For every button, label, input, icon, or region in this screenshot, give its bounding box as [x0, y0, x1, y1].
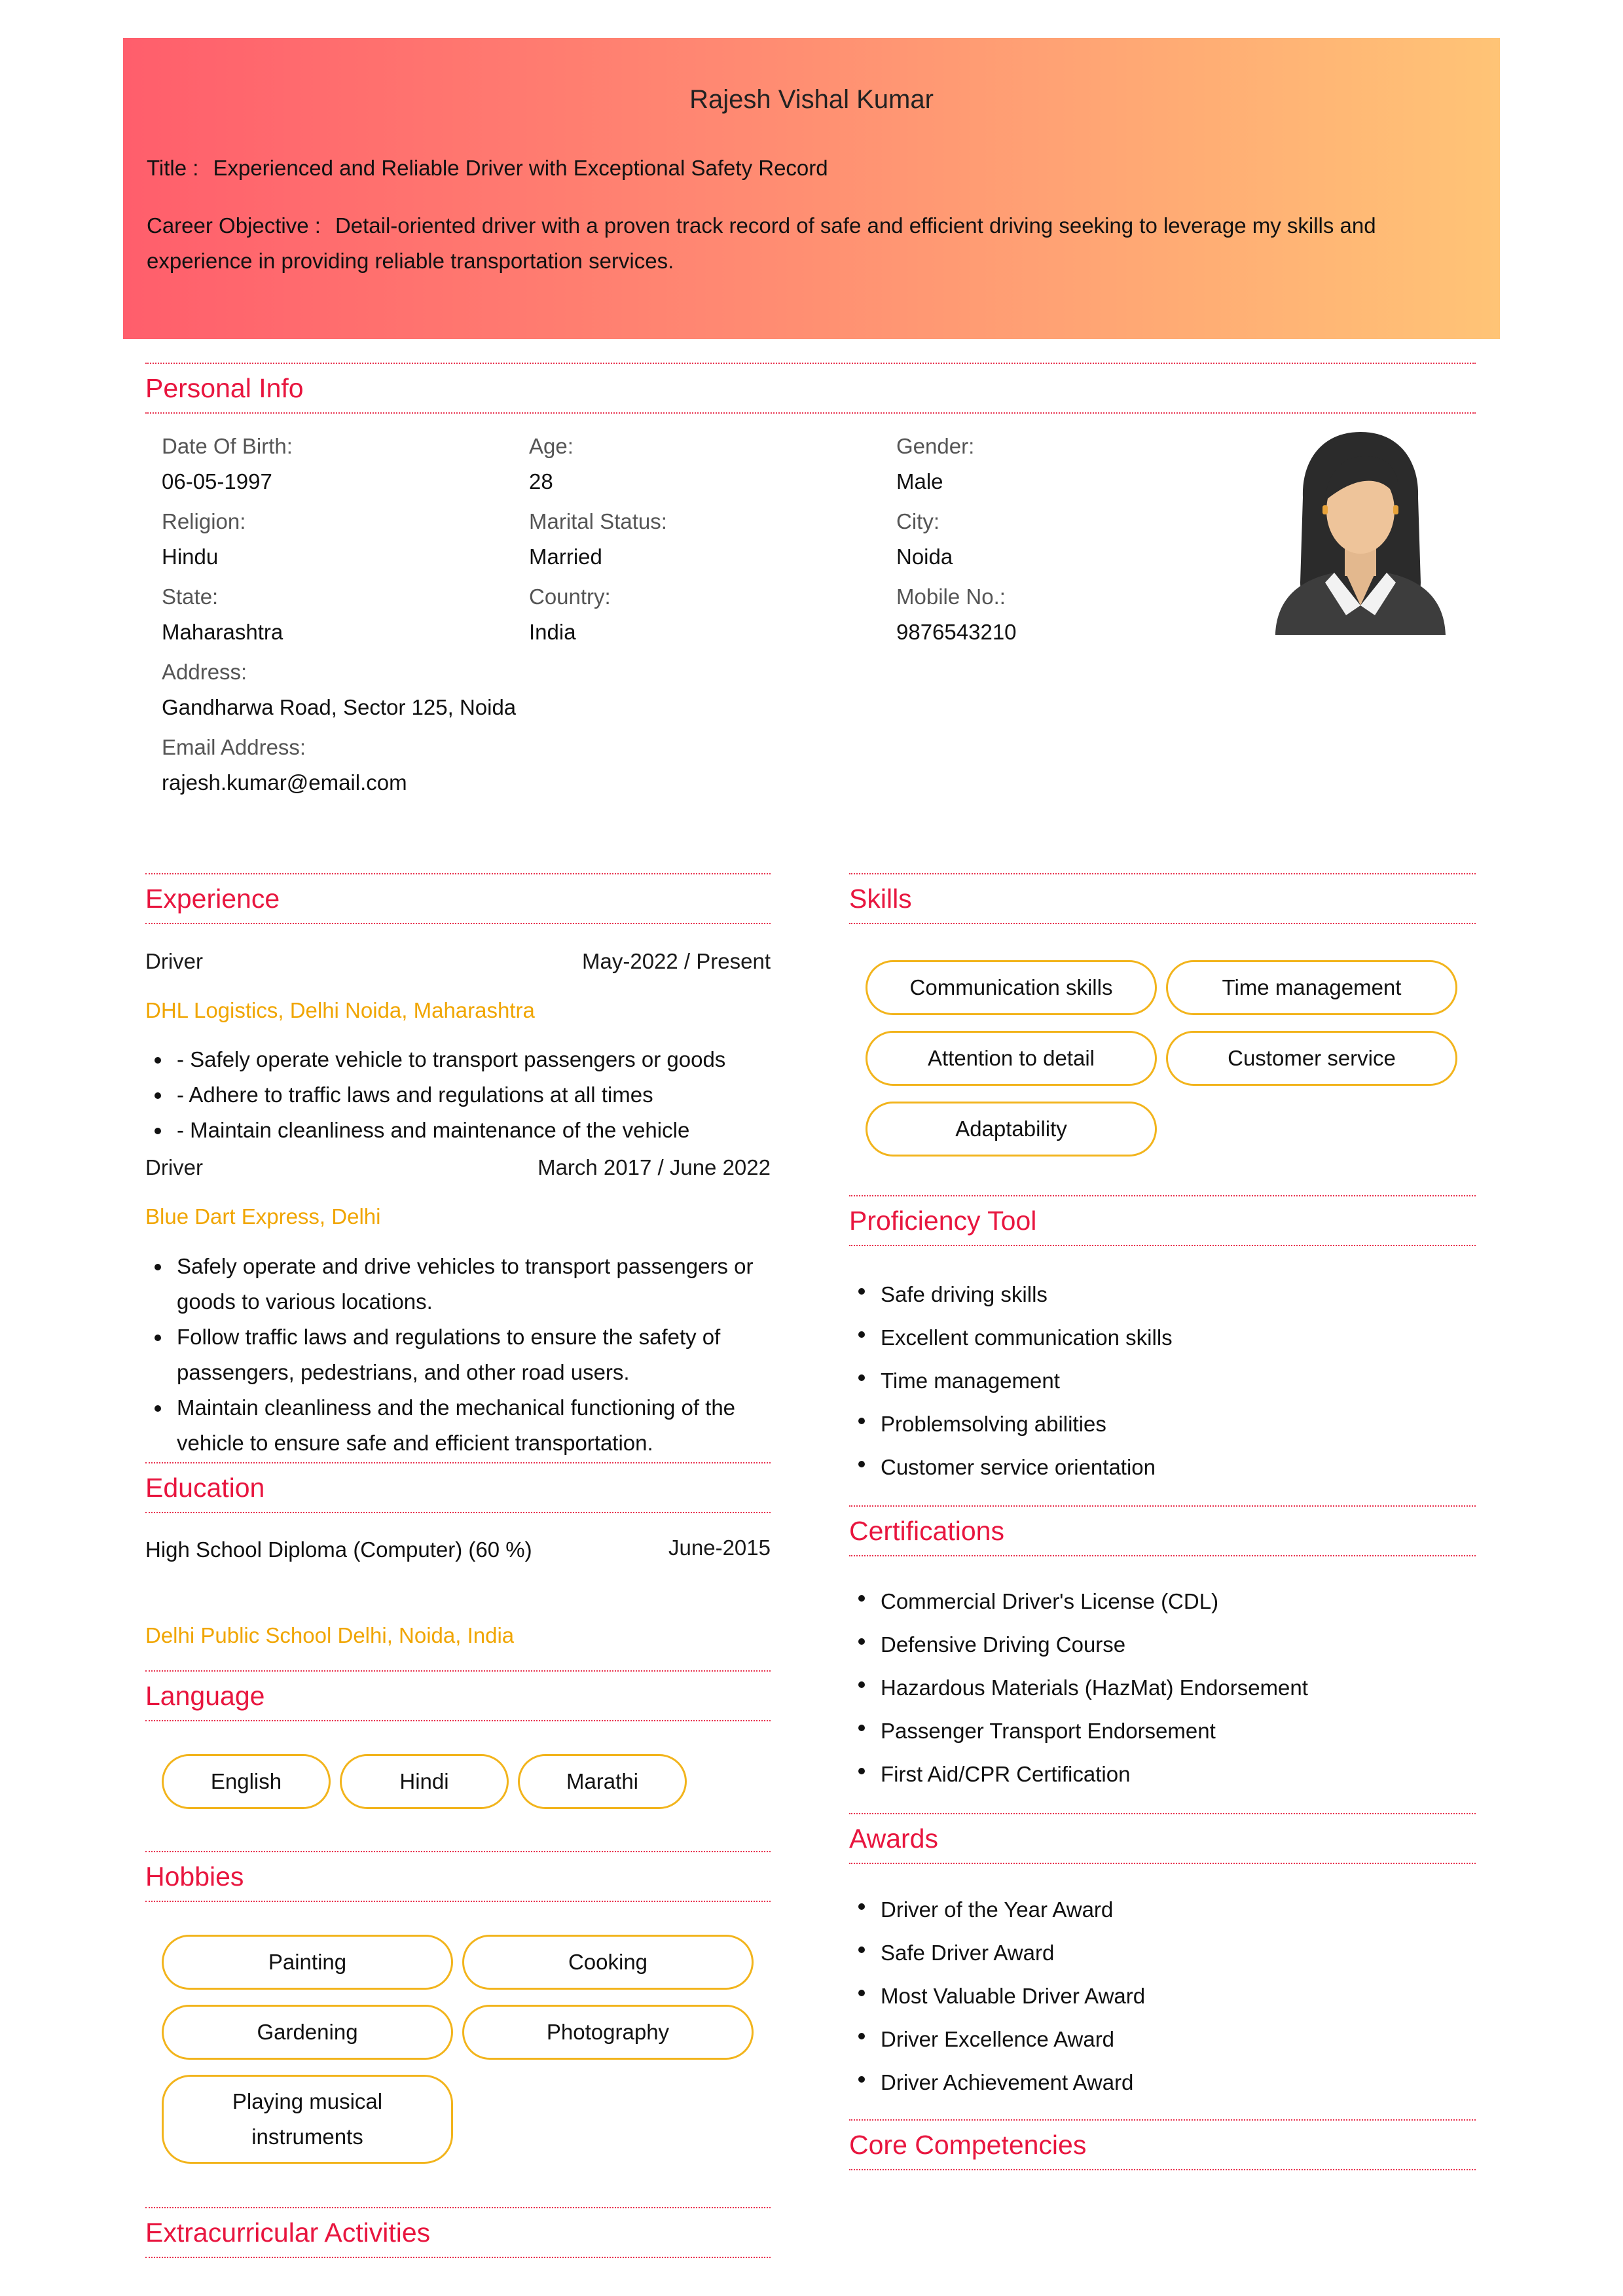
hobby-tag: Gardening: [162, 2005, 453, 2060]
list-item: Driver Achievement Award: [849, 2061, 1476, 2104]
resume-header: [123, 38, 1500, 339]
marital-value: Married: [529, 545, 602, 569]
section-proficiency: [849, 1195, 1476, 1246]
section-experience: [145, 873, 771, 924]
list-item: - Adhere to traffic laws and regulations at all times: [145, 1077, 774, 1113]
language-tag: English: [162, 1754, 331, 1809]
section-hobbies: [145, 1851, 771, 1902]
age-field: [529, 434, 574, 494]
age-value: 28: [529, 469, 553, 493]
section-title: Proficiency Tool: [849, 1206, 1037, 1236]
section-title: Core Competencies: [849, 2130, 1087, 2160]
list-item: First Aid/CPR Certification: [849, 1753, 1476, 1796]
section-education: [145, 1462, 771, 1513]
dob-value: 06-05-1997: [162, 469, 272, 493]
country-label: Country:: [529, 584, 611, 609]
list-item: Hazardous Materials (HazMat) Endorsement: [849, 1666, 1476, 1710]
state-field: [162, 584, 283, 645]
state-label: State:: [162, 584, 219, 609]
list-item: Safely operate and drive vehicles to transport passengers or goods to various locations.: [145, 1249, 774, 1319]
objective-value: Detail-oriented driver with a proven track record of safe and efficient driving seeking to leverage my skills and experience in providing reliable transportation services.: [147, 213, 1376, 273]
job-role: Driver: [145, 949, 203, 973]
city-value: Noida: [896, 545, 953, 569]
hobby-tag: Cooking: [462, 1935, 754, 1990]
section-title: Education: [145, 1473, 265, 1503]
title-line: [147, 156, 828, 181]
skill-tag: Customer service: [1166, 1031, 1457, 1086]
religion-label: Religion:: [162, 509, 246, 533]
list-item: - Safely operate vehicle to transport passengers or goods: [145, 1042, 774, 1077]
section-title: Language: [145, 1681, 265, 1711]
job-duties-list: [145, 1042, 774, 1148]
section-skills: [849, 873, 1476, 924]
list-item: - Maintain cleanliness and maintenance of the vehicle: [145, 1113, 774, 1148]
skill-tag: Time management: [1166, 960, 1457, 1015]
section-certifications: [849, 1505, 1476, 1556]
list-item: Customer service orientation: [849, 1446, 1476, 1489]
job-duties-list: [145, 1249, 774, 1461]
section-title: Certifications: [849, 1516, 1004, 1546]
section-title: Hobbies: [145, 1861, 244, 1892]
list-item: Defensive Driving Course: [849, 1623, 1476, 1666]
job-role: Driver: [145, 1155, 203, 1179]
list-item: Maintain cleanliness and the mechanical functioning of the vehicle to ensure safe and efficient transportation.: [145, 1390, 774, 1461]
section-title: Awards: [849, 1823, 938, 1854]
religion-field: [162, 509, 246, 569]
list-item: Problemsolving abilities: [849, 1403, 1476, 1446]
job-dates: May-2022 / Present: [582, 949, 771, 973]
skill-tag: Adaptability: [866, 1102, 1157, 1157]
marital-field: [529, 509, 667, 569]
section-extracurricular: [145, 2207, 771, 2258]
education-degree: High School Diploma (Computer) (60 %): [145, 1537, 532, 1562]
title-label: Title :: [147, 156, 199, 180]
mobile-field: [896, 584, 1017, 645]
hobby-tag: Playing musical instruments: [162, 2075, 453, 2164]
female-avatar-icon: [1262, 425, 1459, 641]
proficiency-list: [849, 1273, 1476, 1489]
country-field: [529, 584, 611, 645]
section-personal-info: [145, 363, 1476, 414]
city-label: City:: [896, 509, 939, 533]
school-name: Delhi Public School Delhi, Noida, India: [145, 1623, 515, 1647]
list-item: Safe Driver Award: [849, 1931, 1476, 1975]
gender-label: Gender:: [896, 434, 975, 458]
section-title: Personal Info: [145, 373, 304, 403]
country-value: India: [529, 620, 576, 644]
hobby-tag: Painting: [162, 1935, 453, 1990]
section-title: Extracurricular Activities: [145, 2217, 431, 2248]
mobile-label: Mobile No.:: [896, 584, 1006, 609]
mobile-value: 9876543210: [896, 620, 1017, 644]
list-item: Passenger Transport Endorsement: [849, 1710, 1476, 1753]
age-label: Age:: [529, 434, 574, 458]
skill-tag: Attention to detail: [866, 1031, 1157, 1086]
state-value: Maharashtra: [162, 620, 283, 644]
education-date: June-2015: [668, 1535, 771, 1560]
address-value: Gandharwa Road, Sector 125, Noida: [162, 695, 517, 719]
email-label: Email Address:: [162, 735, 306, 759]
awards-list: [849, 1888, 1476, 2104]
skill-tag: Communication skills: [866, 960, 1157, 1015]
section-title: Skills: [849, 884, 912, 914]
address-field: [162, 660, 516, 720]
religion-value: Hindu: [162, 545, 219, 569]
certifications-list: [849, 1580, 1476, 1796]
list-item: Safe driving skills: [849, 1273, 1476, 1316]
list-item: Follow traffic laws and regulations to ensure the safety of passengers, pedestrians, and other road users.: [145, 1319, 774, 1390]
job-dates: March 2017 / June 2022: [538, 1155, 771, 1179]
marital-label: Marital Status:: [529, 509, 667, 533]
list-item: Commercial Driver's License (CDL): [849, 1580, 1476, 1623]
title-value: Experienced and Reliable Driver with Exceptional Safety Record: [213, 156, 828, 180]
career-objective: [147, 208, 1428, 279]
list-item: Most Valuable Driver Award: [849, 1975, 1476, 2018]
address-label: Address:: [162, 660, 247, 684]
email-field: [162, 735, 407, 795]
language-tag: Hindi: [340, 1754, 509, 1809]
gender-field: [896, 434, 974, 494]
objective-label: Career Objective :: [147, 213, 321, 238]
section-title: Experience: [145, 884, 280, 914]
city-field: [896, 509, 953, 569]
gender-value: Male: [896, 469, 943, 493]
list-item: Driver of the Year Award: [849, 1888, 1476, 1931]
hobby-tag: Photography: [462, 2005, 754, 2060]
language-tag: Marathi: [518, 1754, 687, 1809]
company-name: DHL Logistics, Delhi Noida, Maharashtra: [145, 998, 535, 1022]
list-item: Time management: [849, 1359, 1476, 1403]
email-value: rajesh.kumar@email.com: [162, 770, 407, 795]
candidate-name: Rajesh Vishal Kumar: [689, 85, 934, 114]
dob-field: [162, 434, 293, 494]
company-name: Blue Dart Express, Delhi: [145, 1204, 381, 1229]
dob-label: Date Of Birth:: [162, 434, 293, 458]
section-awards: [849, 1813, 1476, 1864]
list-item: Excellent communication skills: [849, 1316, 1476, 1359]
section-language: [145, 1670, 771, 1721]
section-core-competencies: [849, 2119, 1476, 2170]
list-item: Driver Excellence Award: [849, 2018, 1476, 2061]
